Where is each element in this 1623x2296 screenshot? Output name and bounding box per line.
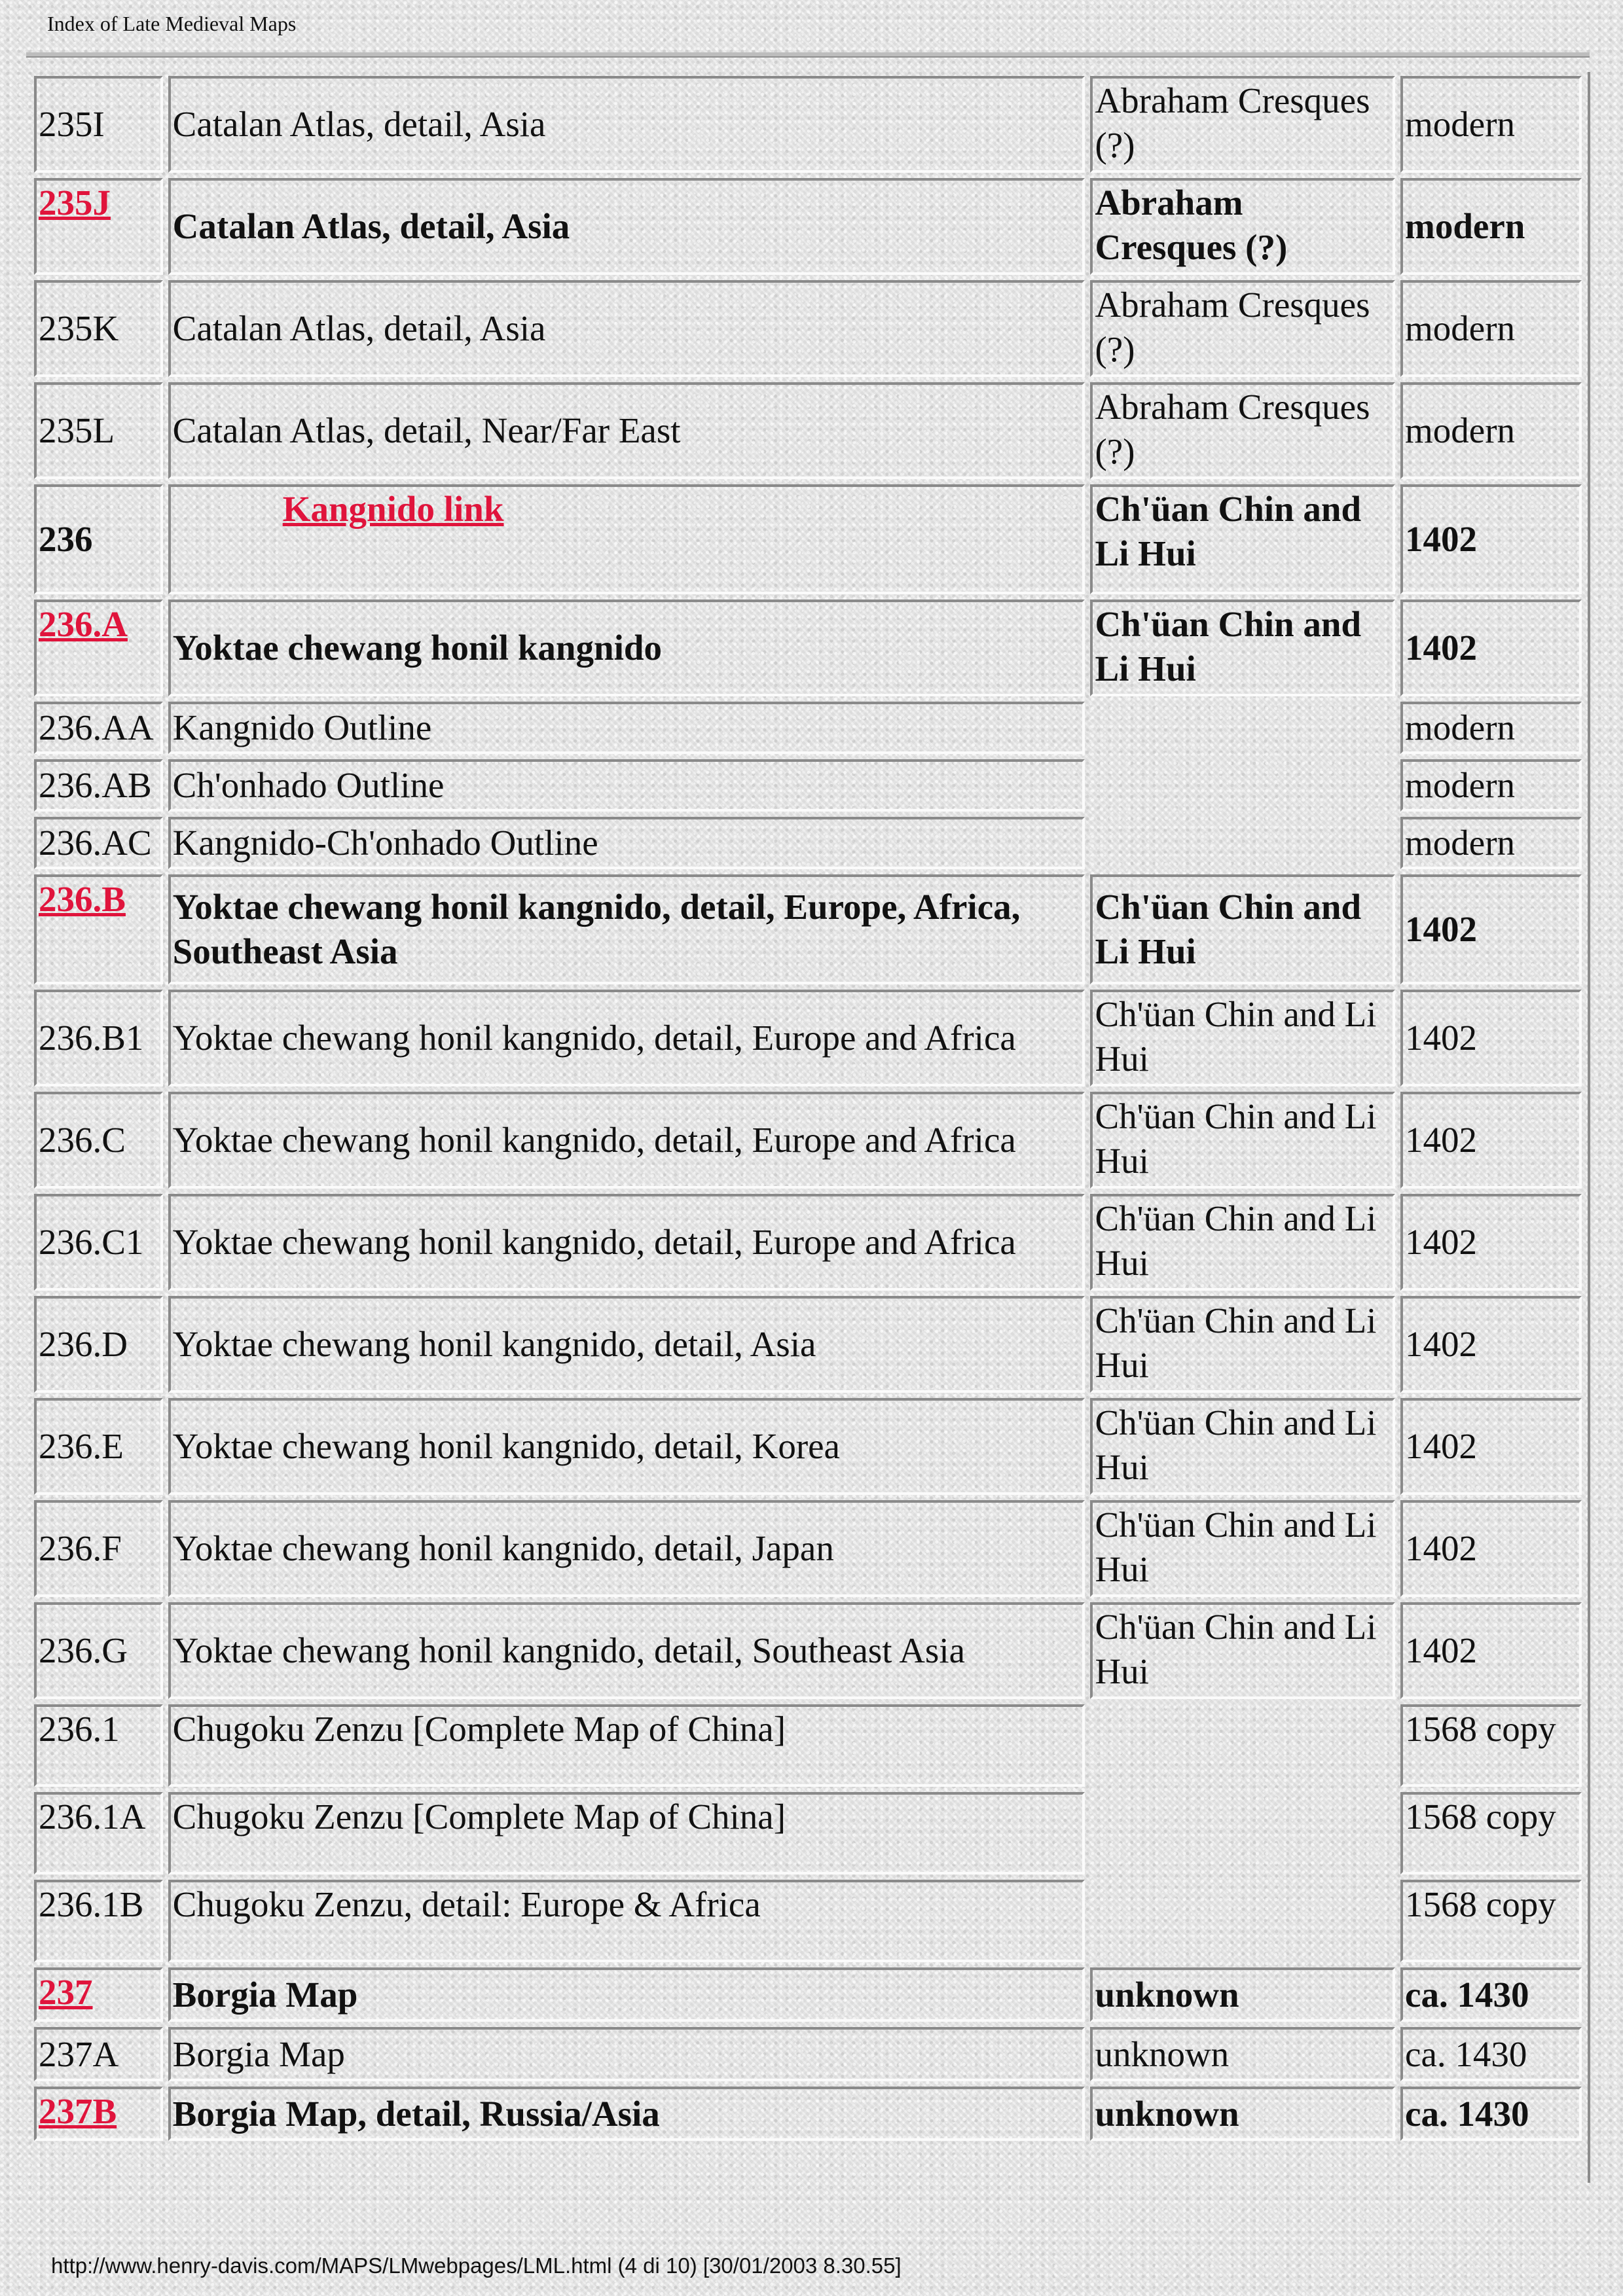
map-id: 236.AC <box>34 817 163 869</box>
map-author <box>1090 759 1395 812</box>
map-date: ca. 1430 <box>1400 1967 1582 2022</box>
map-date: 1402 <box>1400 990 1582 1086</box>
map-author: Ch'üan Chin and Li Hui <box>1090 1194 1395 1291</box>
map-id-cell <box>34 1967 163 2022</box>
map-date: 1402 <box>1400 874 1582 984</box>
map-id-cell <box>34 874 163 984</box>
map-title: Borgia Map <box>168 2027 1085 2081</box>
map-title: Kangnido Outline <box>168 702 1085 754</box>
map-title: Yoktae chewang honil kangnido, detail, Europe and Africa <box>168 1194 1085 1291</box>
map-title: Yoktae chewang honil kangnido, detail, Europe and Africa <box>168 1092 1085 1189</box>
map-author: Abraham Cresques (?) <box>1090 76 1395 173</box>
table-row <box>34 1296 1582 1393</box>
map-author: Ch'üan Chin and Li Hui <box>1090 1500 1395 1597</box>
table-row <box>34 382 1582 479</box>
map-author: Ch'üan Chin and Li Hui <box>1090 874 1395 984</box>
table-row <box>34 178 1582 275</box>
map-author: Ch'üan Chin and Li Hui <box>1090 600 1395 696</box>
map-date: 1402 <box>1400 1194 1582 1291</box>
table-row <box>34 600 1582 696</box>
map-author: unknown <box>1090 2027 1395 2081</box>
map-author <box>1090 1880 1395 1962</box>
table-row <box>34 874 1582 984</box>
map-id: 236.B1 <box>34 990 163 1086</box>
map-author: Abraham Cresques (?) <box>1090 280 1395 377</box>
map-title: Catalan Atlas, detail, Near/Far East <box>168 382 1085 479</box>
map-date: 1568 copy <box>1400 1792 1582 1874</box>
map-date: 1568 copy <box>1400 1704 1582 1787</box>
map-title: Borgia Map <box>168 1967 1085 2022</box>
map-date: 1568 copy <box>1400 1880 1582 1962</box>
table-row <box>34 484 1582 594</box>
map-date: modern <box>1400 817 1582 869</box>
map-date: 1402 <box>1400 600 1582 696</box>
kangnido-link[interactable]: Kangnido link <box>282 489 504 529</box>
table-row <box>34 2087 1582 2141</box>
map-id-link[interactable]: 236.A <box>39 604 128 644</box>
map-author <box>1090 817 1395 869</box>
map-id: 236.C1 <box>34 1194 163 1291</box>
table-row <box>34 76 1582 173</box>
table-row <box>34 1967 1582 2022</box>
map-title: Chugoku Zenzu, detail: Europe & Africa <box>168 1880 1085 1962</box>
map-date: modern <box>1400 702 1582 754</box>
map-id: 236.C <box>34 1092 163 1189</box>
frame-divider <box>26 52 1590 58</box>
map-id-cell <box>34 178 163 275</box>
map-id-link[interactable]: 236.B <box>39 879 126 919</box>
map-title: Catalan Atlas, detail, Asia <box>168 178 1085 275</box>
map-date: 1402 <box>1400 1092 1582 1189</box>
table-row <box>34 990 1582 1086</box>
map-id: 235K <box>34 280 163 377</box>
table-row <box>34 1500 1582 1597</box>
maps-index-table <box>29 71 1587 2146</box>
map-date: modern <box>1400 382 1582 479</box>
map-date: ca. 1430 <box>1400 2027 1582 2081</box>
map-author: Ch'üan Chin and Li Hui <box>1090 1092 1395 1189</box>
frame-scroll-edge <box>1588 72 1590 2183</box>
map-author: Ch'üan Chin and Li Hui <box>1090 1602 1395 1699</box>
table-row <box>34 1880 1582 1962</box>
table-row <box>34 702 1582 754</box>
map-author: Ch'üan Chin and Li Hui <box>1090 484 1395 594</box>
map-author: Abraham Cresques (?) <box>1090 178 1395 275</box>
map-date: ca. 1430 <box>1400 2087 1582 2141</box>
table-row <box>34 1602 1582 1699</box>
map-title: Yoktae chewang honil kangnido, detail, Europe and Africa <box>168 990 1085 1086</box>
map-id-cell <box>34 600 163 696</box>
map-author: Ch'üan Chin and Li Hui <box>1090 990 1395 1086</box>
map-id: 236.E <box>34 1398 163 1495</box>
table-row <box>34 1194 1582 1291</box>
map-id-cell <box>34 2087 163 2141</box>
map-id: 235L <box>34 382 163 479</box>
map-date: 1402 <box>1400 484 1582 594</box>
map-title-cell <box>168 484 1085 594</box>
map-date: 1402 <box>1400 1500 1582 1597</box>
table-row <box>34 280 1582 377</box>
map-title: Yoktae chewang honil kangnido, detail, Japan <box>168 1500 1085 1597</box>
map-id: 235I <box>34 76 163 173</box>
map-title: Chugoku Zenzu [Complete Map of China] <box>168 1704 1085 1787</box>
map-title: Catalan Atlas, detail, Asia <box>168 76 1085 173</box>
map-id: 236.1A <box>34 1792 163 1874</box>
table-row <box>34 1092 1582 1189</box>
map-title: Yoktae chewang honil kangnido <box>168 600 1085 696</box>
table-row <box>34 1398 1582 1495</box>
map-date: modern <box>1400 76 1582 173</box>
map-title: Catalan Atlas, detail, Asia <box>168 280 1085 377</box>
map-id: 236.1B <box>34 1880 163 1962</box>
map-title: Yoktae chewang honil kangnido, detail, Asia <box>168 1296 1085 1393</box>
table-row <box>34 759 1582 812</box>
table-row <box>34 817 1582 869</box>
map-date: 1402 <box>1400 1398 1582 1495</box>
map-date: modern <box>1400 280 1582 377</box>
map-title: Chugoku Zenzu [Complete Map of China] <box>168 1792 1085 1874</box>
map-title: Borgia Map, detail, Russia/Asia <box>168 2087 1085 2141</box>
map-title: Ch'onhado Outline <box>168 759 1085 812</box>
map-author: unknown <box>1090 2087 1395 2141</box>
table-row <box>34 1704 1582 1787</box>
map-author <box>1090 1792 1395 1874</box>
page-header-title: Index of Late Medieval Maps <box>47 12 297 35</box>
map-id: 236.G <box>34 1602 163 1699</box>
map-id: 237A <box>34 2027 163 2081</box>
map-author <box>1090 702 1395 754</box>
map-title: Yoktae chewang honil kangnido, detail, Southeast Asia <box>168 1602 1085 1699</box>
map-id: 236.1 <box>34 1704 163 1787</box>
table-row <box>34 2027 1582 2081</box>
map-date: modern <box>1400 759 1582 812</box>
map-date: 1402 <box>1400 1602 1582 1699</box>
map-author: Ch'üan Chin and Li Hui <box>1090 1296 1395 1393</box>
map-id: 236.AA <box>34 702 163 754</box>
map-date: modern <box>1400 178 1582 275</box>
map-title: Yoktae chewang honil kangnido, detail, Europe, Africa, Southeast Asia <box>168 874 1085 984</box>
map-title: Kangnido-Ch'onhado Outline <box>168 817 1085 869</box>
map-author <box>1090 1704 1395 1787</box>
map-id: 236.F <box>34 1500 163 1597</box>
map-id-link[interactable]: 237 <box>39 1972 93 2012</box>
map-title: Yoktae chewang honil kangnido, detail, Korea <box>168 1398 1085 1495</box>
map-id-link[interactable]: 237B <box>39 2091 117 2131</box>
table-row <box>34 1792 1582 1874</box>
map-id: 236.D <box>34 1296 163 1393</box>
map-id-link[interactable]: 235J <box>39 183 111 223</box>
map-id: 236.AB <box>34 759 163 812</box>
map-author: unknown <box>1090 1967 1395 2022</box>
map-author: Ch'üan Chin and Li Hui <box>1090 1398 1395 1495</box>
map-author: Abraham Cresques (?) <box>1090 382 1395 479</box>
map-id: 236 <box>34 484 163 594</box>
map-date: 1402 <box>1400 1296 1582 1393</box>
footer-url: http://www.henry-davis.com/MAPS/LMwebpages/LML.html (4 di 10) [30/01/2003 8.30.55] <box>51 2253 902 2278</box>
